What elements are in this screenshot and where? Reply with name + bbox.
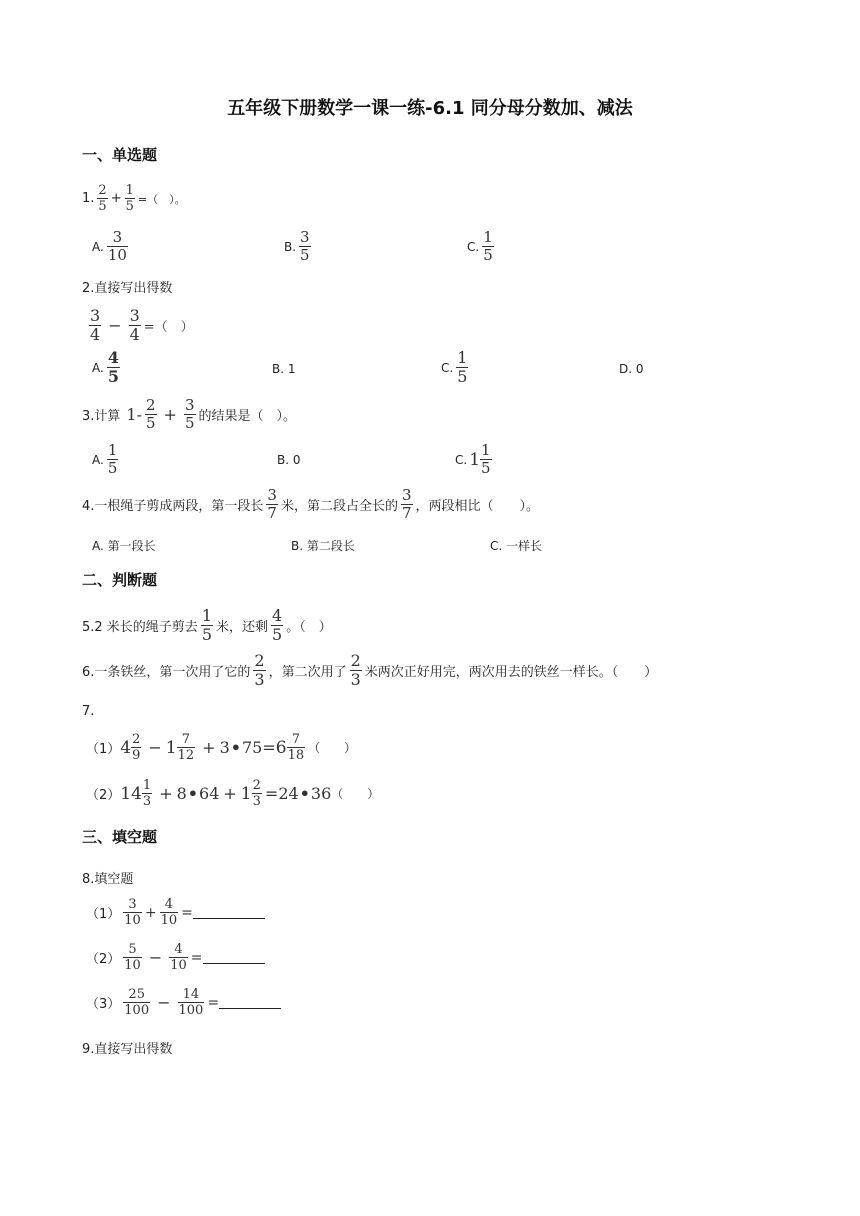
- answer-blank[interactable]: [203, 951, 265, 964]
- section-heading-true-false: 二、判断题: [82, 571, 158, 589]
- question-8-part-3: （3） $\frac{25}{100}$ − $\frac{14}{100}$ =: [86, 988, 281, 1017]
- fraction: $\frac{3}{7}$: [267, 486, 277, 522]
- section-heading-fill-in: 三、填空题: [82, 828, 158, 846]
- question-8: 8.填空题: [82, 872, 134, 887]
- question-8-part-1: （1） $\frac{3}{10}$ + $\frac{4}{10}$ =: [86, 898, 265, 927]
- fraction: $\frac{3}{5}$: [300, 228, 310, 264]
- option-c[interactable]: C. 一样长: [490, 539, 543, 553]
- question-8-part-2: （2） $\frac{5}{10}$ − $\frac{4}{10}$ =: [86, 943, 265, 972]
- question-number: 1.: [82, 191, 95, 206]
- option-d[interactable]: D. 0: [619, 362, 644, 376]
- fraction: $\frac{2}{5}$: [98, 183, 107, 214]
- option-c[interactable]: C. 1 $\frac{1}{5}$: [455, 441, 491, 477]
- fraction: $\frac{3}{10}$: [124, 897, 141, 928]
- fraction: $\frac{1}{5}$: [481, 441, 491, 477]
- section-heading-single-choice: 一、单选题: [82, 146, 158, 164]
- question-7-part-1: （1） 4 $\frac{2}{9}$ − 1 $\frac{7}{12}$ + 3•75 = 6 $\frac{7}{18}$ （ ）: [86, 732, 357, 763]
- answer-blank[interactable]: [219, 996, 281, 1009]
- fraction: $\frac{7}{18}$: [287, 732, 305, 763]
- option-a[interactable]: A. $\frac{3}{10}$: [92, 228, 127, 264]
- option-c[interactable]: C. $\frac{1}{5}$: [467, 228, 493, 264]
- question-3: 3.计算 1- $\frac{2}{5}$ + $\frac{3}{5}$ 的结果是（ ）。: [82, 396, 297, 432]
- question-tail: =（ ）。: [137, 192, 186, 206]
- fraction: $\frac{3}{5}$: [184, 396, 195, 432]
- fraction: $\frac{25}{100}$: [124, 987, 150, 1018]
- question-9: 9.直接写出得数: [82, 1042, 173, 1057]
- fraction: $\frac{2}{9}$: [132, 732, 141, 763]
- fraction: $\frac{2}{3}$: [254, 651, 265, 689]
- fraction: $\frac{3}{7}$: [401, 486, 412, 522]
- option-c[interactable]: C. $\frac{1}{5}$: [441, 348, 468, 386]
- fraction: $\frac{2}{5}$: [146, 396, 156, 432]
- option-a[interactable]: A. 第一段长: [92, 539, 156, 553]
- question-7-part-2: （2） 14 $\frac{1}{3}$ + 8•64 + 1 $\frac{2}{3}$ = 24•36 （ ）: [86, 778, 380, 809]
- fraction: $\frac{4}{10}$: [170, 942, 187, 973]
- option-b[interactable]: B. 0: [277, 453, 301, 467]
- fraction: $\frac{1}{3}$: [142, 778, 152, 809]
- question-1: [82, 184, 186, 213]
- fraction: $\frac{2}{3}$: [350, 651, 361, 689]
- fraction: $\frac{2}{3}$: [252, 778, 261, 809]
- fraction: $\frac{1}{5}$: [107, 441, 118, 477]
- fraction: $\frac{7}{12}$: [177, 732, 195, 763]
- option-b[interactable]: B. $\frac{3}{5}$: [284, 228, 310, 264]
- question-2: 2.直接写出得数: [82, 281, 173, 296]
- option-b[interactable]: B. 1: [272, 362, 296, 376]
- fraction: $\frac{3}{4}$: [90, 306, 101, 344]
- fraction: $\frac{3}{10}$: [107, 228, 127, 264]
- fraction: $\frac{14}{100}$: [178, 987, 204, 1018]
- option-b[interactable]: B. 第二段长: [291, 539, 355, 553]
- question-4: 4.一根绳子剪成两段，第一段长 $\frac{3}{7}$ 米，第二段占全长的 $\frac{3}{7}$ ，两段相比（ ）。: [82, 486, 540, 522]
- fraction: $\frac{4}{5}$: [107, 348, 119, 386]
- question-5: 5.2 米长的绳子剪去 $\frac{1}{5}$ 米，还剩 $\frac{4}{5}$ 。（ ）: [82, 606, 332, 644]
- fraction: $\frac{1}{5}$: [457, 348, 468, 386]
- question-7: 7.: [82, 704, 95, 719]
- fraction: $\frac{1}{5}$: [483, 228, 493, 264]
- fraction: $\frac{3}{4}$: [129, 306, 140, 344]
- fraction: $\frac{4}{10}$: [160, 897, 178, 928]
- fraction: $\frac{1}{5}$: [201, 606, 212, 644]
- fraction: $\frac{5}{10}$: [124, 942, 141, 973]
- plus-sign: +: [110, 191, 122, 206]
- option-a[interactable]: A. $\frac{4}{5}$: [92, 348, 119, 386]
- answer-blank[interactable]: [193, 906, 265, 919]
- page-title: 五年级下册数学一课一练-6.1 同分母分数加、减法: [227, 98, 633, 119]
- fraction: $\frac{1}{5}$: [125, 183, 134, 214]
- question-6: 6.一条铁丝，第一次用了它的 $\frac{2}{3}$ ，第二次用了 $\frac{2}{3}$ 米两次正好用完，两次用去的铁丝一样长。（ ）: [82, 651, 658, 689]
- option-a[interactable]: A. $\frac{1}{5}$: [92, 441, 118, 477]
- question-2-expression: $\frac{3}{4}$ − $\frac{3}{4}$ =（ ）: [90, 306, 194, 344]
- fraction: $\frac{4}{5}$: [272, 606, 283, 644]
